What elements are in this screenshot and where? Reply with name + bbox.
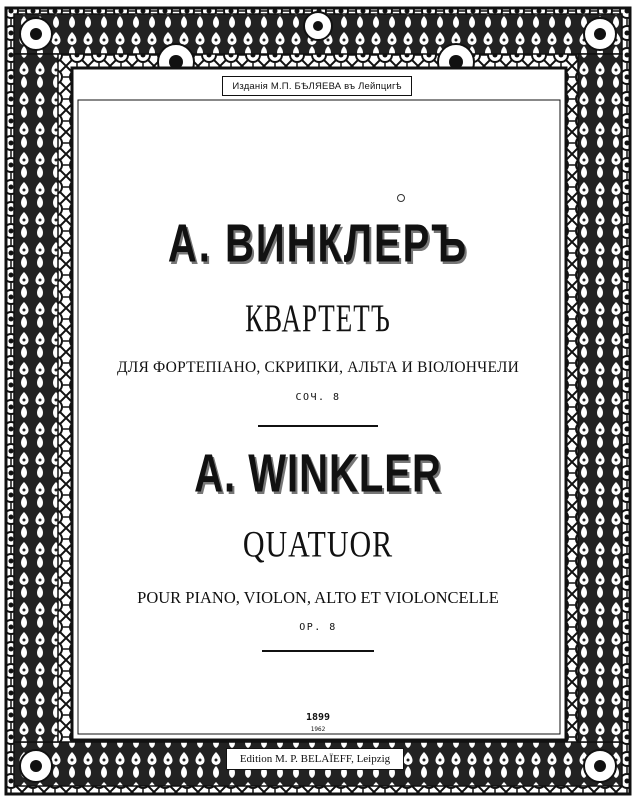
publisher-header: Изданія М.П. БѢЛЯЕВА въ Лейпцигѣ bbox=[222, 76, 412, 96]
work-title-russian: КВАРТЕТЪ bbox=[245, 296, 391, 340]
composer-name-russian: А. ВИНКЛЕРЪ bbox=[167, 214, 469, 274]
publication-year: 1899 bbox=[305, 712, 331, 723]
opus-french: OP. 8 bbox=[299, 622, 337, 633]
reprint-year: 1962 bbox=[310, 726, 326, 733]
instrumentation-russian: ДЛЯ ФОРТЕПІАНО, СКРИПКИ, АЛЬТА И ВІОЛОНЧЕЛИ bbox=[116, 359, 520, 376]
opus-russian: СОЧ. 8 bbox=[295, 392, 341, 403]
ring-ornament-icon bbox=[397, 194, 405, 202]
composer-name-french: A. WINKLER bbox=[194, 444, 442, 504]
work-title-french: QUATUOR bbox=[242, 524, 394, 566]
divider-rule-top bbox=[258, 425, 378, 427]
instrumentation-french: POUR PIANO, VIOLON, ALTO ET VIOLONCELLE bbox=[137, 588, 499, 607]
divider-rule-bottom bbox=[262, 650, 374, 652]
edition-imprint: Edition M. P. BELAÏEFF, Leipzig bbox=[226, 748, 404, 770]
